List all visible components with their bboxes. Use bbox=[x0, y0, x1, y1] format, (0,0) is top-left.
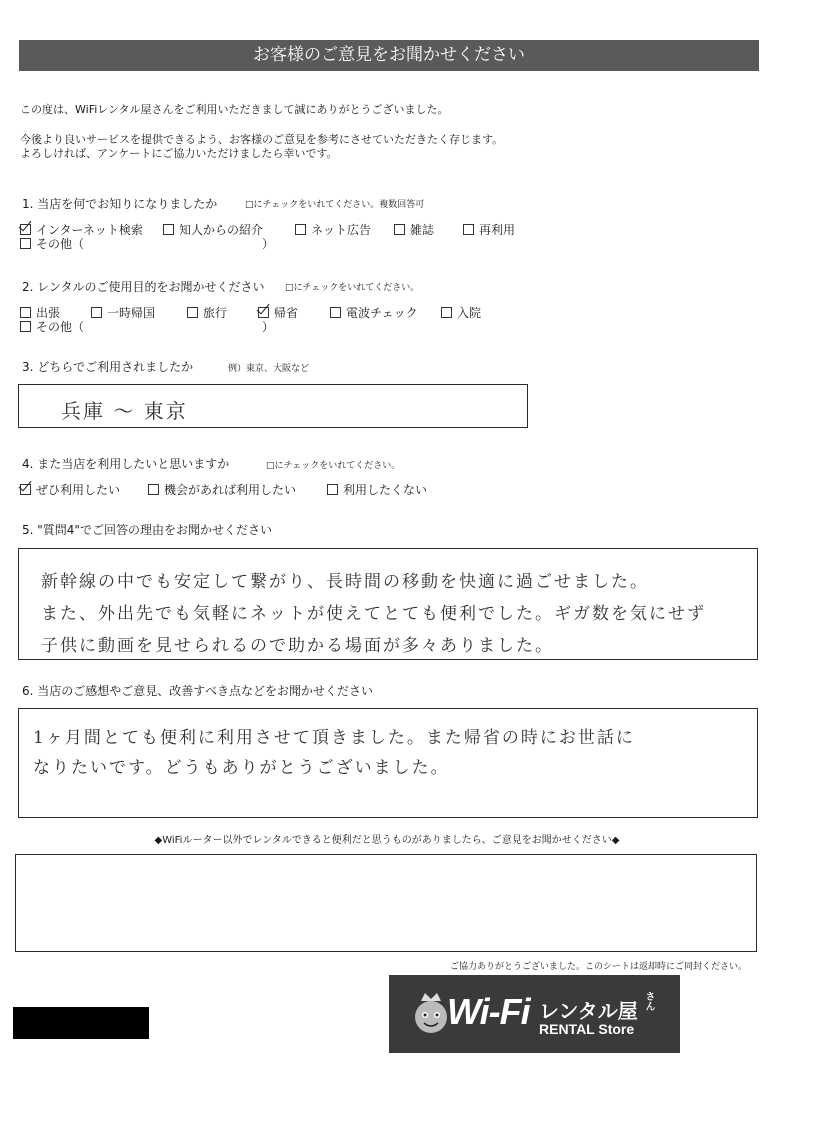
q2-option-label: 一時帰国 bbox=[107, 306, 156, 320]
logo-wifi-text: Wi-Fi bbox=[447, 991, 530, 1032]
q6-answer-line-2: なりたいです。どうもありがとうございました。 bbox=[33, 758, 450, 778]
footer-thanks: ご協力ありがとうございました。このシートは返却時にご同封ください。 bbox=[450, 962, 748, 972]
checkbox-icon[interactable] bbox=[295, 224, 306, 235]
q2-option-signal-check[interactable] bbox=[330, 304, 418, 321]
q3-answer-box[interactable] bbox=[18, 384, 528, 428]
question-2-note: □にチェックをいれてください。 bbox=[285, 283, 420, 293]
q5-answer-line-2: また、外出先でも気軽にネットが使えてとても便利でした。ギガ数を気にせず bbox=[41, 604, 706, 624]
q2-option-temp-return[interactable] bbox=[91, 304, 155, 321]
q5-answer-line-3: 子供に動画を見せられるので助かる場面が多々ありました。 bbox=[41, 636, 554, 656]
q4-option-label: 機会があれば利用したい bbox=[164, 483, 297, 497]
q1-other-paren-close: ） bbox=[262, 237, 275, 251]
checkbox-icon[interactable] bbox=[163, 224, 174, 235]
redaction-block bbox=[13, 1007, 149, 1039]
q4-option-label: 利用したくない bbox=[343, 483, 428, 497]
q2-option-label: その他（ bbox=[36, 320, 85, 334]
q5-answer-box[interactable] bbox=[18, 548, 758, 660]
logo-sub-text: RENTAL Store bbox=[539, 1021, 635, 1037]
extra-request-box[interactable] bbox=[15, 854, 757, 952]
q2-option-label: 帰省 bbox=[274, 306, 299, 320]
intro-line-1: この度は、WiFiレンタル屋さんをご利用いただきまして誠にありがとうございました。 bbox=[20, 103, 449, 116]
q1-option-label: その他（ bbox=[36, 237, 85, 251]
q1-option-label: 再利用 bbox=[479, 223, 516, 237]
q1-option-ad[interactable] bbox=[295, 221, 371, 238]
q4-option-label: ぜひ利用したい bbox=[36, 483, 121, 497]
q1-option-label: 雑誌 bbox=[410, 223, 435, 237]
q4-option-no[interactable] bbox=[327, 481, 427, 498]
intro-line-3: よろしければ、アンケートにご協力いただけましたら幸いです。 bbox=[20, 147, 338, 160]
question-1-label: 1. 当店を何でお知りになりましたか bbox=[22, 197, 218, 211]
q4-option-definitely[interactable] bbox=[20, 481, 120, 498]
q2-option-other[interactable] bbox=[20, 318, 84, 335]
checkbox-icon[interactable] bbox=[394, 224, 405, 235]
question-2-label: 2. レンタルのご使用目的をお聞かせください bbox=[22, 280, 265, 294]
checkbox-checked-icon[interactable] bbox=[20, 224, 31, 235]
checkbox-icon[interactable] bbox=[20, 321, 31, 332]
q4-option-maybe[interactable] bbox=[148, 481, 296, 498]
q5-answer-line-1: 新幹線の中でも安定して繋がり、長時間の移動を快適に過ごせました。 bbox=[41, 572, 649, 592]
question-4-note: □にチェックをいれてください。 bbox=[266, 461, 401, 471]
logo-san-text: さん bbox=[643, 991, 654, 1011]
checkbox-checked-icon[interactable] bbox=[20, 484, 31, 495]
question-1-note: □にチェックをいれてください。複数回答可 bbox=[245, 200, 425, 210]
extra-request-label: ◆WiFiルーター以外でレンタルできると便利だと思うものがありましたら、ご意見をお聞かせください◆ bbox=[154, 835, 620, 846]
company-logo bbox=[389, 975, 680, 1053]
q1-option-referral[interactable] bbox=[163, 221, 263, 238]
q2-option-label: 入院 bbox=[457, 306, 482, 320]
q3-answer-text: 兵庫 〜 東京 bbox=[61, 399, 188, 423]
logo-jp-text: レンタル屋 bbox=[539, 999, 638, 1023]
q1-option-magazine[interactable] bbox=[394, 221, 434, 238]
q1-option-label: 知人からの紹介 bbox=[179, 223, 264, 237]
checkbox-icon[interactable] bbox=[187, 307, 198, 318]
question-5-label: 5. "質問4"でご回答の理由をお聞かせください bbox=[22, 523, 272, 537]
mascot-icon bbox=[411, 991, 451, 1037]
q6-answer-box[interactable] bbox=[18, 708, 758, 818]
question-3-note: 例）東京、大阪など bbox=[228, 364, 310, 374]
checkbox-icon[interactable] bbox=[441, 307, 452, 318]
q1-option-label: ネット広告 bbox=[311, 223, 372, 237]
q2-option-travel[interactable] bbox=[187, 304, 227, 321]
checkbox-icon[interactable] bbox=[327, 484, 338, 495]
checkbox-icon[interactable] bbox=[463, 224, 474, 235]
checkbox-icon[interactable] bbox=[148, 484, 159, 495]
q2-option-label: 電波チェック bbox=[346, 306, 418, 320]
q1-option-reuse[interactable] bbox=[463, 221, 515, 238]
q2-option-hospital[interactable] bbox=[441, 304, 481, 321]
checkbox-checked-icon[interactable] bbox=[258, 307, 269, 318]
question-6-label: 6. 当店のご感想やご意見、改善すべき点などをお聞かせください bbox=[22, 684, 374, 698]
intro-line-2: 今後より良いサービスを提供できるよう、お客様のご意見を参考にさせていただきたく存じます。 bbox=[20, 133, 504, 146]
q2-option-label: 旅行 bbox=[203, 306, 228, 320]
checkbox-icon[interactable] bbox=[20, 307, 31, 318]
question-3-label: 3. どちらでご利用されましたか bbox=[22, 360, 194, 374]
survey-title: お客様のご意見をお聞かせください bbox=[19, 40, 759, 71]
checkbox-icon[interactable] bbox=[20, 238, 31, 249]
q1-option-other[interactable] bbox=[20, 235, 84, 252]
checkbox-icon[interactable] bbox=[91, 307, 102, 318]
q1-option-label: インターネット検索 bbox=[36, 223, 143, 237]
q6-answer-line-1: 1ヶ月間とても便利に利用させて頂きました。また帰省の時にお世話に bbox=[33, 728, 635, 748]
question-4-label: 4. また当店を利用したいと思いますか bbox=[22, 457, 230, 471]
q2-option-label: 出張 bbox=[36, 306, 61, 320]
q2-other-paren-close: ） bbox=[262, 320, 275, 334]
checkbox-icon[interactable] bbox=[330, 307, 341, 318]
